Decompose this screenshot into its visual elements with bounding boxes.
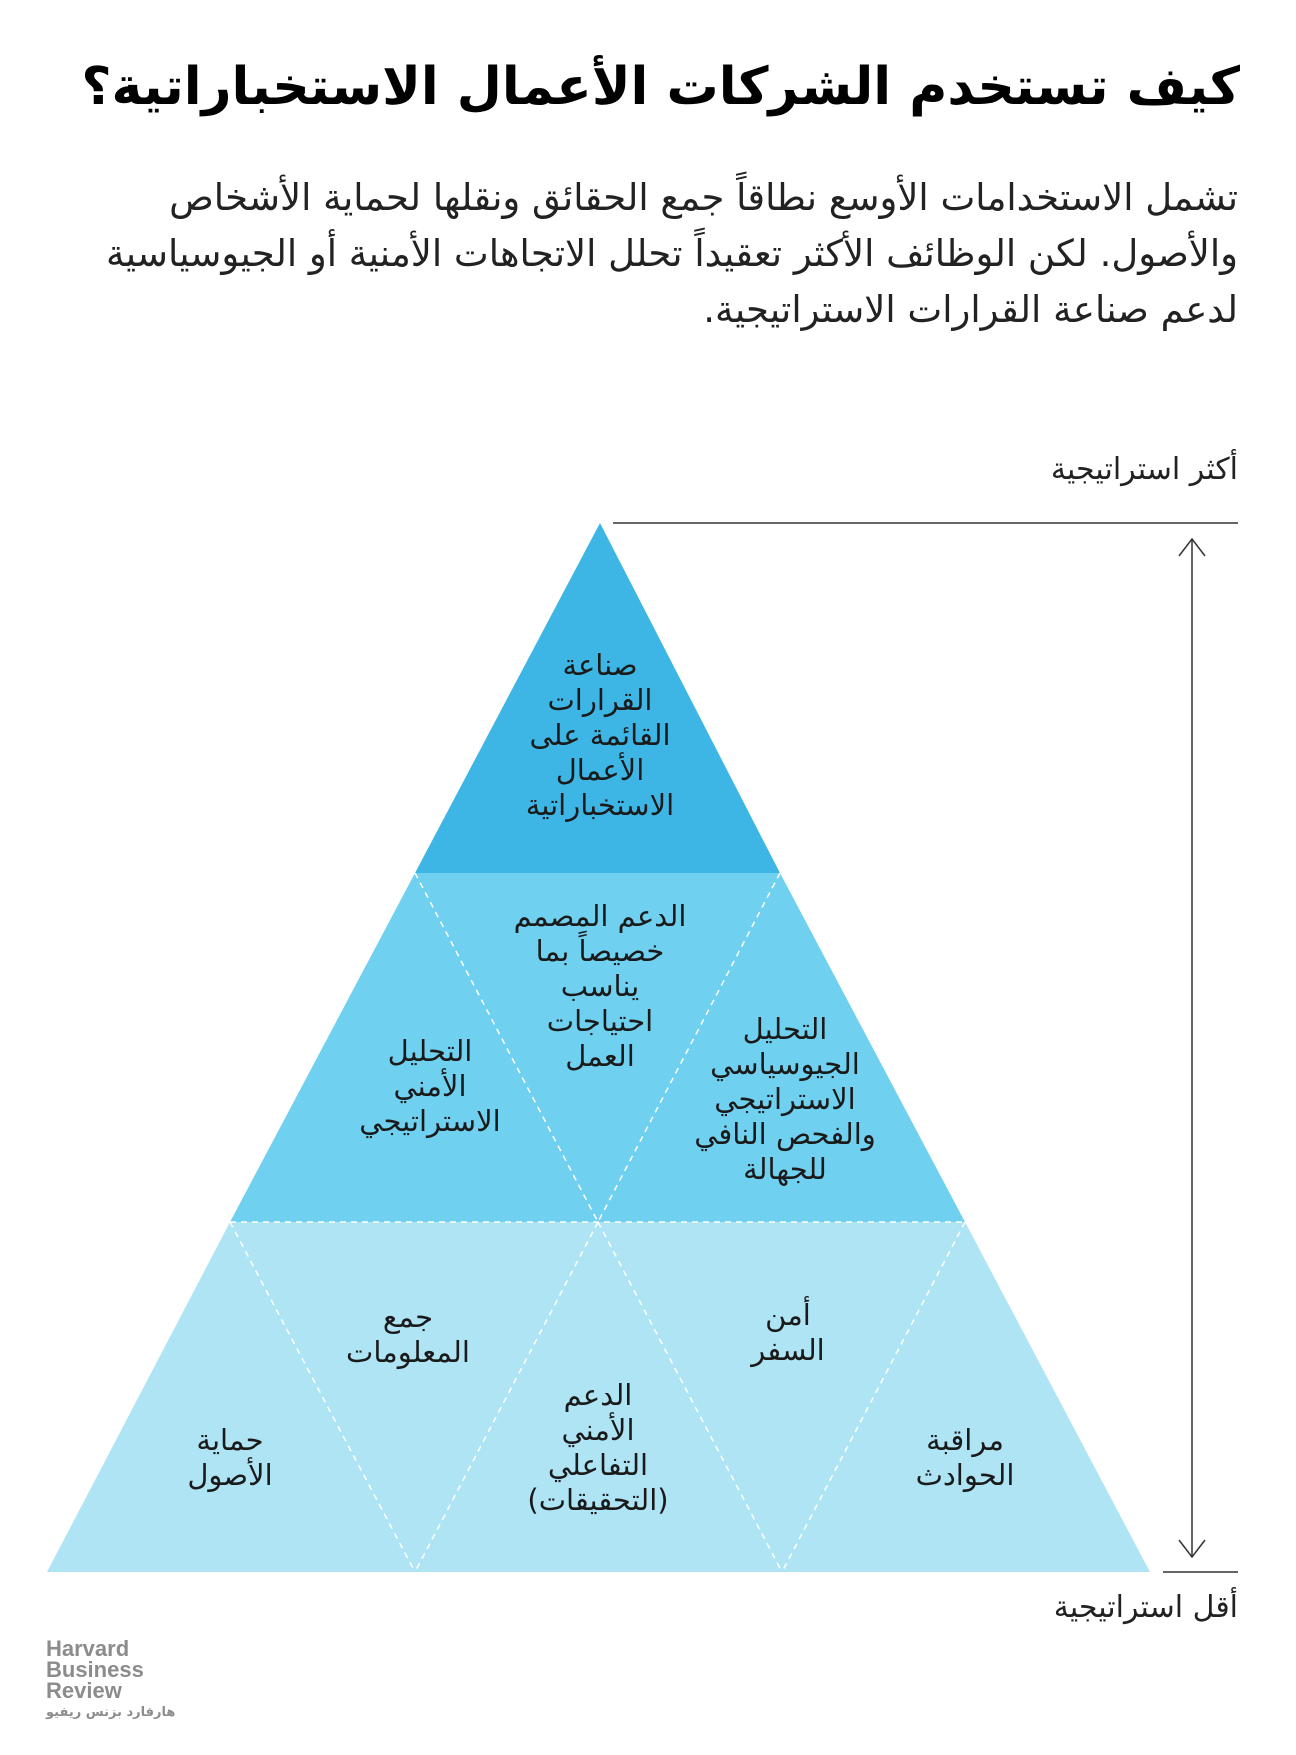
segment-label-line: الاستراتيجي — [714, 1082, 856, 1116]
segment-label-line: احتياجات — [546, 1004, 654, 1038]
segment-information-gathering — [308, 1300, 508, 1370]
segment-label-line: العمل — [565, 1039, 635, 1073]
segment-label-line: التفاعلي — [547, 1448, 649, 1482]
segment-label-line: القرارات — [547, 683, 653, 717]
segment-label-line: الدعم — [563, 1378, 633, 1412]
segment-label-line: الدعم المصمم — [513, 899, 687, 933]
segment-label-line: للجهالة — [743, 1152, 827, 1186]
segment-decision-making — [480, 648, 720, 823]
segment-label-line: جمع — [382, 1300, 434, 1334]
segment-label-line: التحليل — [387, 1034, 473, 1068]
hbr-logo-arabic: هارفارد بزنس ريفيو — [46, 1705, 176, 1720]
axis-top-label: أكثر استراتيجية — [1050, 452, 1238, 487]
segment-label-line: الأصول — [187, 1458, 273, 1492]
segment-geopolitical-analysis — [665, 1012, 905, 1187]
logo-line: Business — [46, 1657, 144, 1682]
segment-label-line: الاستراتيجي — [359, 1104, 501, 1138]
page-title: كيف تستخدم الشركات الأعمال الاستخباراتية؟ — [81, 57, 1240, 117]
logo-line: Harvard — [46, 1636, 130, 1661]
segment-label-line: (التحقيقات) — [527, 1483, 669, 1517]
segment-label-line: الحوادث — [915, 1458, 1015, 1492]
logo-line: Review — [46, 1678, 122, 1703]
page-subtitle: تشمل الاستخدامات الأوسع نطاقاً جمع الحقائق ونقلها لحماية الأشخاص والأصول. لكن الوظائف الأكثر تعقيداً تحلل الاتجاهات الأمنية أو الجيوسياسية لدعم صناعة القرارات الاستراتيجية. — [105, 176, 1238, 331]
segment-label-line: أمن — [765, 1298, 811, 1332]
segment-label-line: والفحص النافي — [694, 1117, 876, 1151]
segment-label-line: خصيصاً بما — [535, 934, 665, 968]
segment-incident-monitoring — [865, 1423, 1065, 1493]
segment-label-line: صناعة — [562, 648, 638, 682]
segment-asset-protection — [130, 1423, 330, 1493]
segment-label-line: التحليل — [742, 1012, 828, 1046]
segment-label-line: الجيوسياسي — [710, 1047, 860, 1081]
segment-label-line: المعلومات — [346, 1335, 470, 1369]
segment-label-line: القائمة على — [529, 718, 671, 752]
segment-label-line: الاستخباراتية — [525, 788, 675, 822]
segment-label-line: السفر — [751, 1333, 825, 1367]
segment-label-line: الأعمال — [555, 753, 645, 787]
segment-label-line: مراقبة — [926, 1423, 1004, 1457]
hbr-logo — [46, 1638, 144, 1701]
segment-label-line: الأمني — [561, 1413, 635, 1447]
segment-travel-security — [688, 1298, 888, 1368]
segment-reactive-security-support — [498, 1378, 698, 1518]
segment-label-line: يناسب — [560, 969, 640, 1003]
segment-label-line: حماية — [196, 1423, 264, 1457]
axis-bottom-label: أقل استراتيجية — [1053, 1590, 1238, 1625]
segment-label-line: الأمني — [393, 1069, 467, 1103]
